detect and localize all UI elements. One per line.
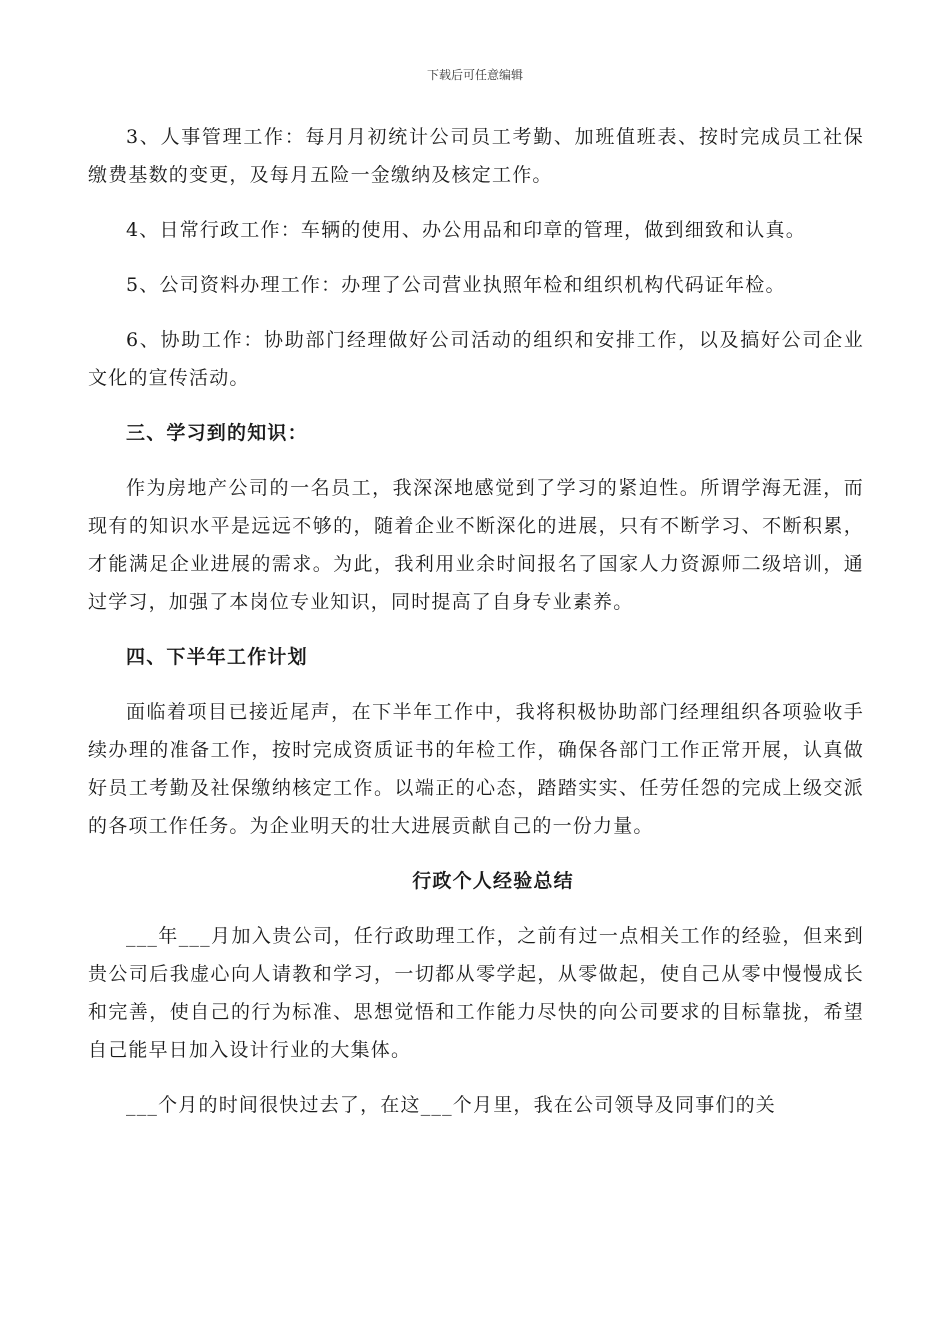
paragraph-company-documents: 5、公司资料办理工作：办理了公司营业执照年检和组织机构代码证年检。 [126,274,786,296]
paragraph-daily-admin: 4、日常行政工作：车辆的使用、办公用品和印章的管理，做到细致和认真。 [126,219,806,241]
section-heading-plan: 四、下半年工作计划 [126,646,308,668]
article-title: 行政个人经验总结 [412,870,574,892]
paragraph-plan: 面临着项目已接近尾声，在下半年工作中，我将积极协助部门经理组织各项验收手续办理的准备工作，按时完成资质证书的年检工作，确保各部门工作正常开展，认真做好员工考勤及社保缴纳核定工作。以端正的心态，踏踏实实、任劳任怨的完成上级交派的各项工作任务。为企业明天的壮大进展贡献自己的一份力量。 [88,701,864,837]
section-heading-knowledge: 三、学习到的知识： [126,422,308,444]
header-note: 下载后可任意编辑 [426,68,523,82]
document-body [88,118,864,1141]
paragraph-hr-management: 3、人事管理工作：每月月初统计公司员工考勤、加班值班表、按时完成员工社保缴费基数的变更，及每月五险一金缴纳及核定工作。 [88,126,864,186]
paragraph-knowledge: 作为房地产公司的一名员工，我深深地感觉到了学习的紧迫性。所谓学海无涯，而现有的知识水平是远远不够的，随着企业不断深化的进展，只有不断学习、不断积累，才能满足企业进展的需求。为此，我利用业余时间报名了国家人力资源师二级培训，通过学习，加强了本岗位专业知识，同时提高了自身专业素养。 [88,477,864,613]
paragraph-joining: ___年___月加入贵公司，任行政助理工作，之前有过一点相关工作的经验，但来到贵公司后我虚心向人请教和学习，一切都从零学起，从零做起，使自己从零中慢慢成长和完善，使自己的行为标准、思想觉悟和工作能力尽快的向公司要求的目标靠拢，希望自己能早日加入设计行业的大集体。 [88,925,864,1061]
paragraph-months: ___个月的时间很快过去了，在这___个月里，我在公司领导及同事们的关 [126,1094,777,1116]
paragraph-assistance-work: 6、协助工作：协助部门经理做好公司活动的组织和安排工作，以及搞好公司企业文化的宣传活动。 [88,329,864,389]
